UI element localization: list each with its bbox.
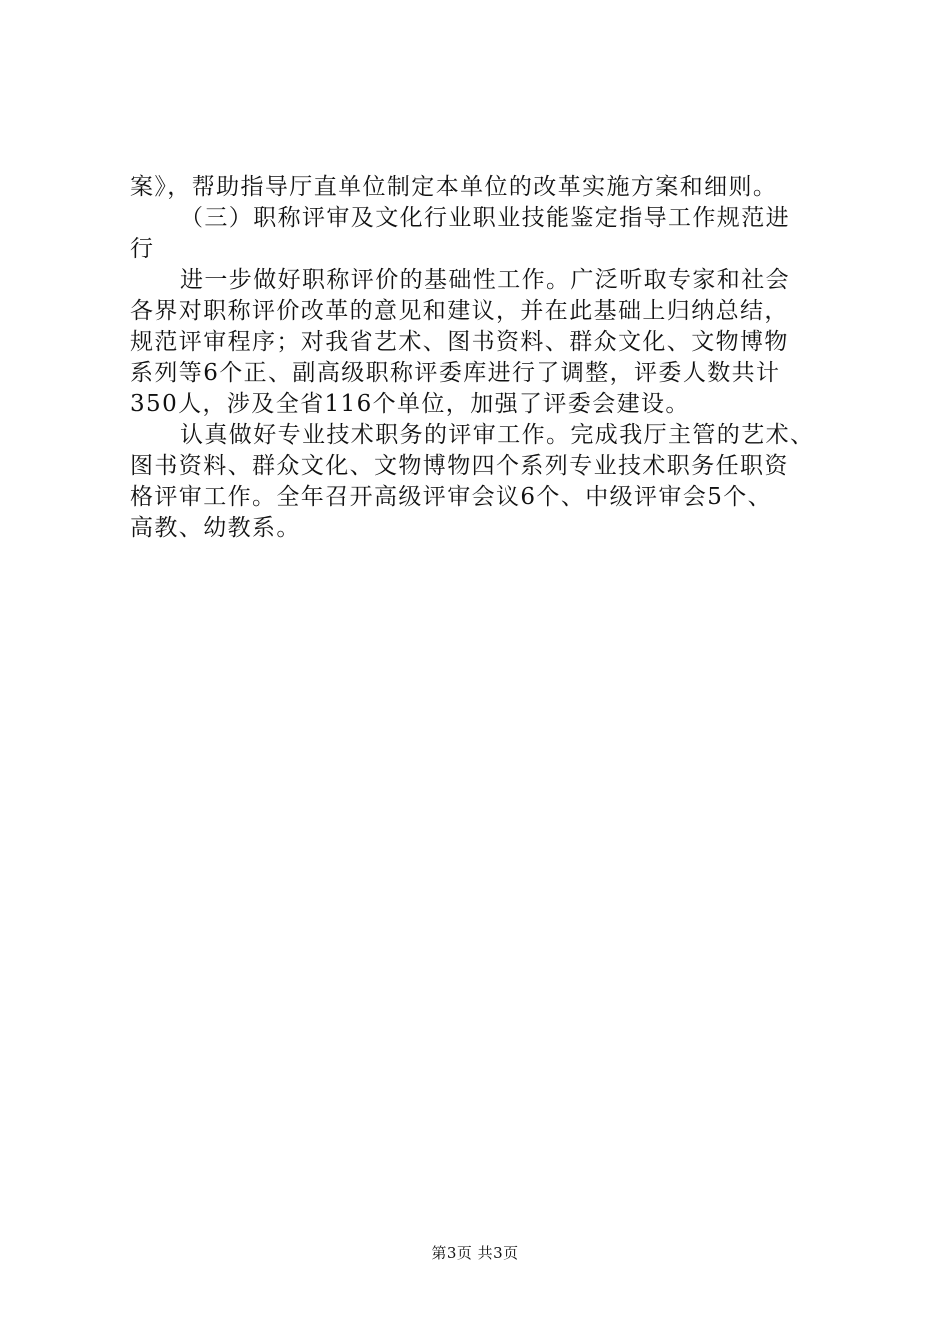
text-line: 图书资料、群众文化、文物博物四个系列专业技术职务任职资 <box>130 453 789 479</box>
paragraph-start: 认真做好专业技术职务的评审工作。完成我厅主管的艺术、 <box>180 422 815 448</box>
section-heading-continuation: 行 <box>130 236 155 262</box>
document-body <box>130 172 830 544</box>
section-heading: （三）职称评审及文化行业职业技能鉴定指导工作规范进 <box>180 205 790 231</box>
text-line: 高教、幼教系。 <box>130 515 301 541</box>
text-line: 350人，涉及全省116个单位，加强了评委会建设。 <box>130 391 690 417</box>
text-line: 规范评审程序；对我省艺术、图书资料、群众文化、文物博物 <box>130 329 789 355</box>
page-number-footer: 第3页 共3页 <box>431 1244 519 1262</box>
text-line: 系列等6个正、副高级职称评委库进行了调整，评委人数共计 <box>130 360 781 386</box>
text-line: 案》，帮助指导厅直单位制定本单位的改革实施方案和细则。 <box>130 174 778 200</box>
text-line: 格评审工作。全年召开高级评审会议6个、中级评审会5个、 <box>130 484 773 510</box>
paragraph-start: 进一步做好职称评价的基础性工作。广泛听取专家和社会 <box>180 267 790 293</box>
text-line: 各界对职称评价改革的意见和建议，并在此基础上归纳总结， <box>130 298 789 324</box>
